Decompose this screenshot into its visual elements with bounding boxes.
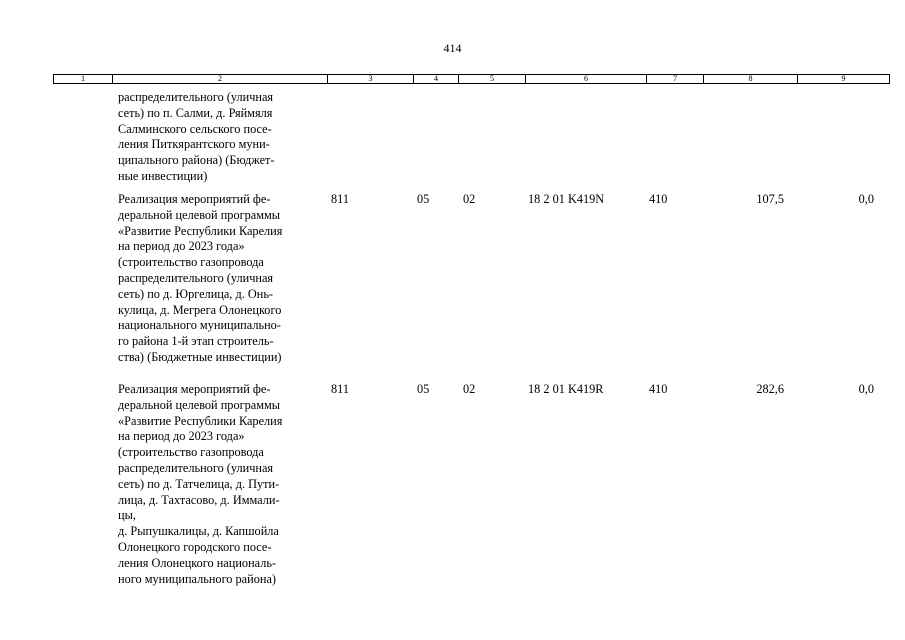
row-2-col5: 02 <box>463 382 476 396</box>
header-col-9: 9 <box>798 75 890 84</box>
header-col-1: 1 <box>54 75 113 84</box>
header-col-3: 3 <box>328 75 414 84</box>
row-2-col4: 05 <box>417 382 430 396</box>
row-2-col6: 18 2 01 K419R <box>528 382 604 396</box>
row-2-name: Реализация мероприятий фе- деральной целевой программы «Развитие Республики Карелия на период до 2023 года» (строительство газопровода распределительного (уличная сеть) по д. Татчелица, д. Пути- лица, д. Тахтасово, д. Иммали- цы, д. Рыпушкалицы, д. Капшойла Олонецкого городского посе- ления Олонецкого националь- ного муниципального района) <box>118 382 283 586</box>
row-2-col7: 410 <box>649 382 668 396</box>
header-col-6: 6 <box>526 75 647 84</box>
row-1-col9: 0,0 <box>858 192 874 206</box>
row-1-col4: 05 <box>417 192 430 206</box>
continuation-text: распределительного (уличная сеть) по п. Салми, д. Ряймяля Салминского сельского посе- ления Питкярантского муни- ципального района) (Бюджет- ные инвестиции) <box>118 90 275 183</box>
row-2-col8: 282,6 <box>756 382 784 396</box>
header-col-4: 4 <box>414 75 459 84</box>
row-2-col3: 811 <box>331 382 349 396</box>
row-1-col3: 811 <box>331 192 349 206</box>
header-col-5: 5 <box>459 75 526 84</box>
page-number: 414 <box>443 41 462 55</box>
column-number-header <box>53 74 890 84</box>
row-2-col9: 0,0 <box>858 382 874 396</box>
header-col-8: 8 <box>704 75 798 84</box>
row-1-col7: 410 <box>649 192 668 206</box>
header-col-7: 7 <box>647 75 704 84</box>
row-1-col8: 107,5 <box>756 192 784 206</box>
header-col-2: 2 <box>113 75 328 84</box>
header-row <box>54 75 890 84</box>
row-1-col6: 18 2 01 K419N <box>528 192 605 206</box>
row-1-name: Реализация мероприятий фе- деральной целевой программы «Развитие Республики Карелия на период до 2023 года» (строительство газопровода распределительного (уличная сеть) по д. Юргелица, д. Онь- кулица, д. Мегрега Олонецкого национального муниципально- го района 1-й этап строитель- ства) (Бюджетные инвестиции) <box>118 192 283 364</box>
row-1-col5: 02 <box>463 192 476 206</box>
